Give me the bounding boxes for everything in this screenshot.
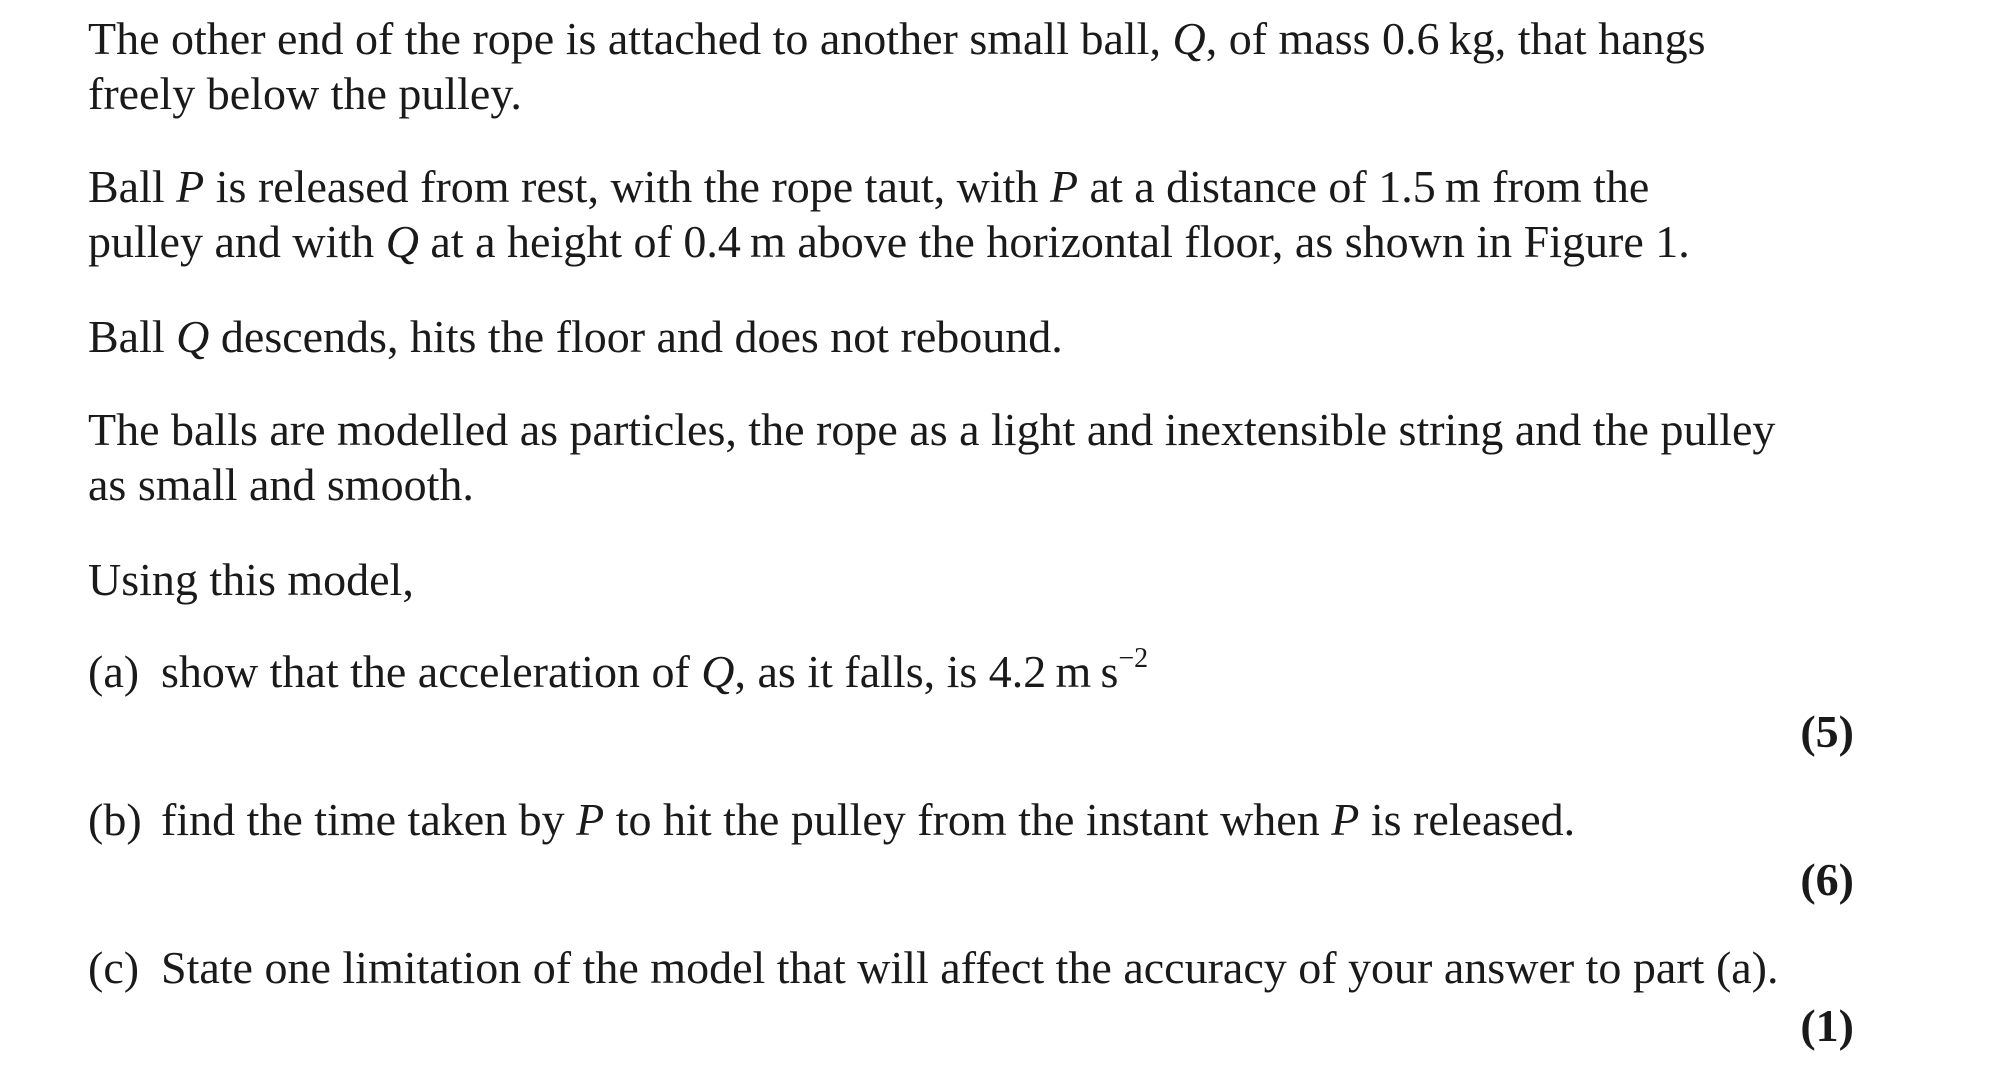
paragraph-2-line-1: Ball P is released from rest, with the rope taut, with P at a distance of 1.5 m from the <box>88 161 1650 212</box>
variable-p: P <box>1049 161 1079 212</box>
paragraph-4-line-1: The balls are modelled as particles, the rope as a light and inextensible string and the pulley <box>88 404 1776 455</box>
paragraph-3: Ball Q descends, hits the floor and does not rebound. <box>88 311 1063 362</box>
question-c-marks: (1) <box>1800 1000 1854 1051</box>
paragraph-1-line-1: The other end of the rope is attached to another small ball, Q, of mass 0.6 kg, that hangs <box>88 13 1706 64</box>
question-a-label: (a) <box>88 646 140 697</box>
variable-q: Q <box>1172 13 1206 64</box>
question-b-label: (b) <box>88 794 142 845</box>
paragraph-5: Using this model, <box>88 554 414 605</box>
question-a: (a) show that the acceleration of Q, as it falls, is 4.2 m $s^{-2}$ <box>88 642 1149 697</box>
paragraph-1-line-2: freely below the pulley. <box>88 68 522 119</box>
variable-q: Q <box>176 311 210 362</box>
question-c: (c) State one limitation of the model that will affect the accuracy of your answer to part (a). <box>88 942 1779 993</box>
question-a-marks: (5) <box>1800 706 1854 757</box>
exponent: −2 <box>1118 642 1149 674</box>
paragraph-4-line-2: as small and smooth. <box>88 459 474 510</box>
question-b-marks: (6) <box>1800 854 1854 905</box>
paragraph-2-line-2: pulley and with Q at a height of 0.4 m above the horizontal floor, as shown in Figure 1. <box>88 216 1690 267</box>
question-b: (b) find the time taken by P to hit the pulley from the instant when P is released. <box>88 794 1576 845</box>
variable-p: P <box>576 794 605 845</box>
variable-q: Q <box>701 646 735 697</box>
question-c-label: (c) <box>88 942 140 993</box>
variable-q: Q <box>385 216 419 267</box>
variable-p: P <box>1331 794 1360 845</box>
variable-p: P <box>176 161 205 212</box>
